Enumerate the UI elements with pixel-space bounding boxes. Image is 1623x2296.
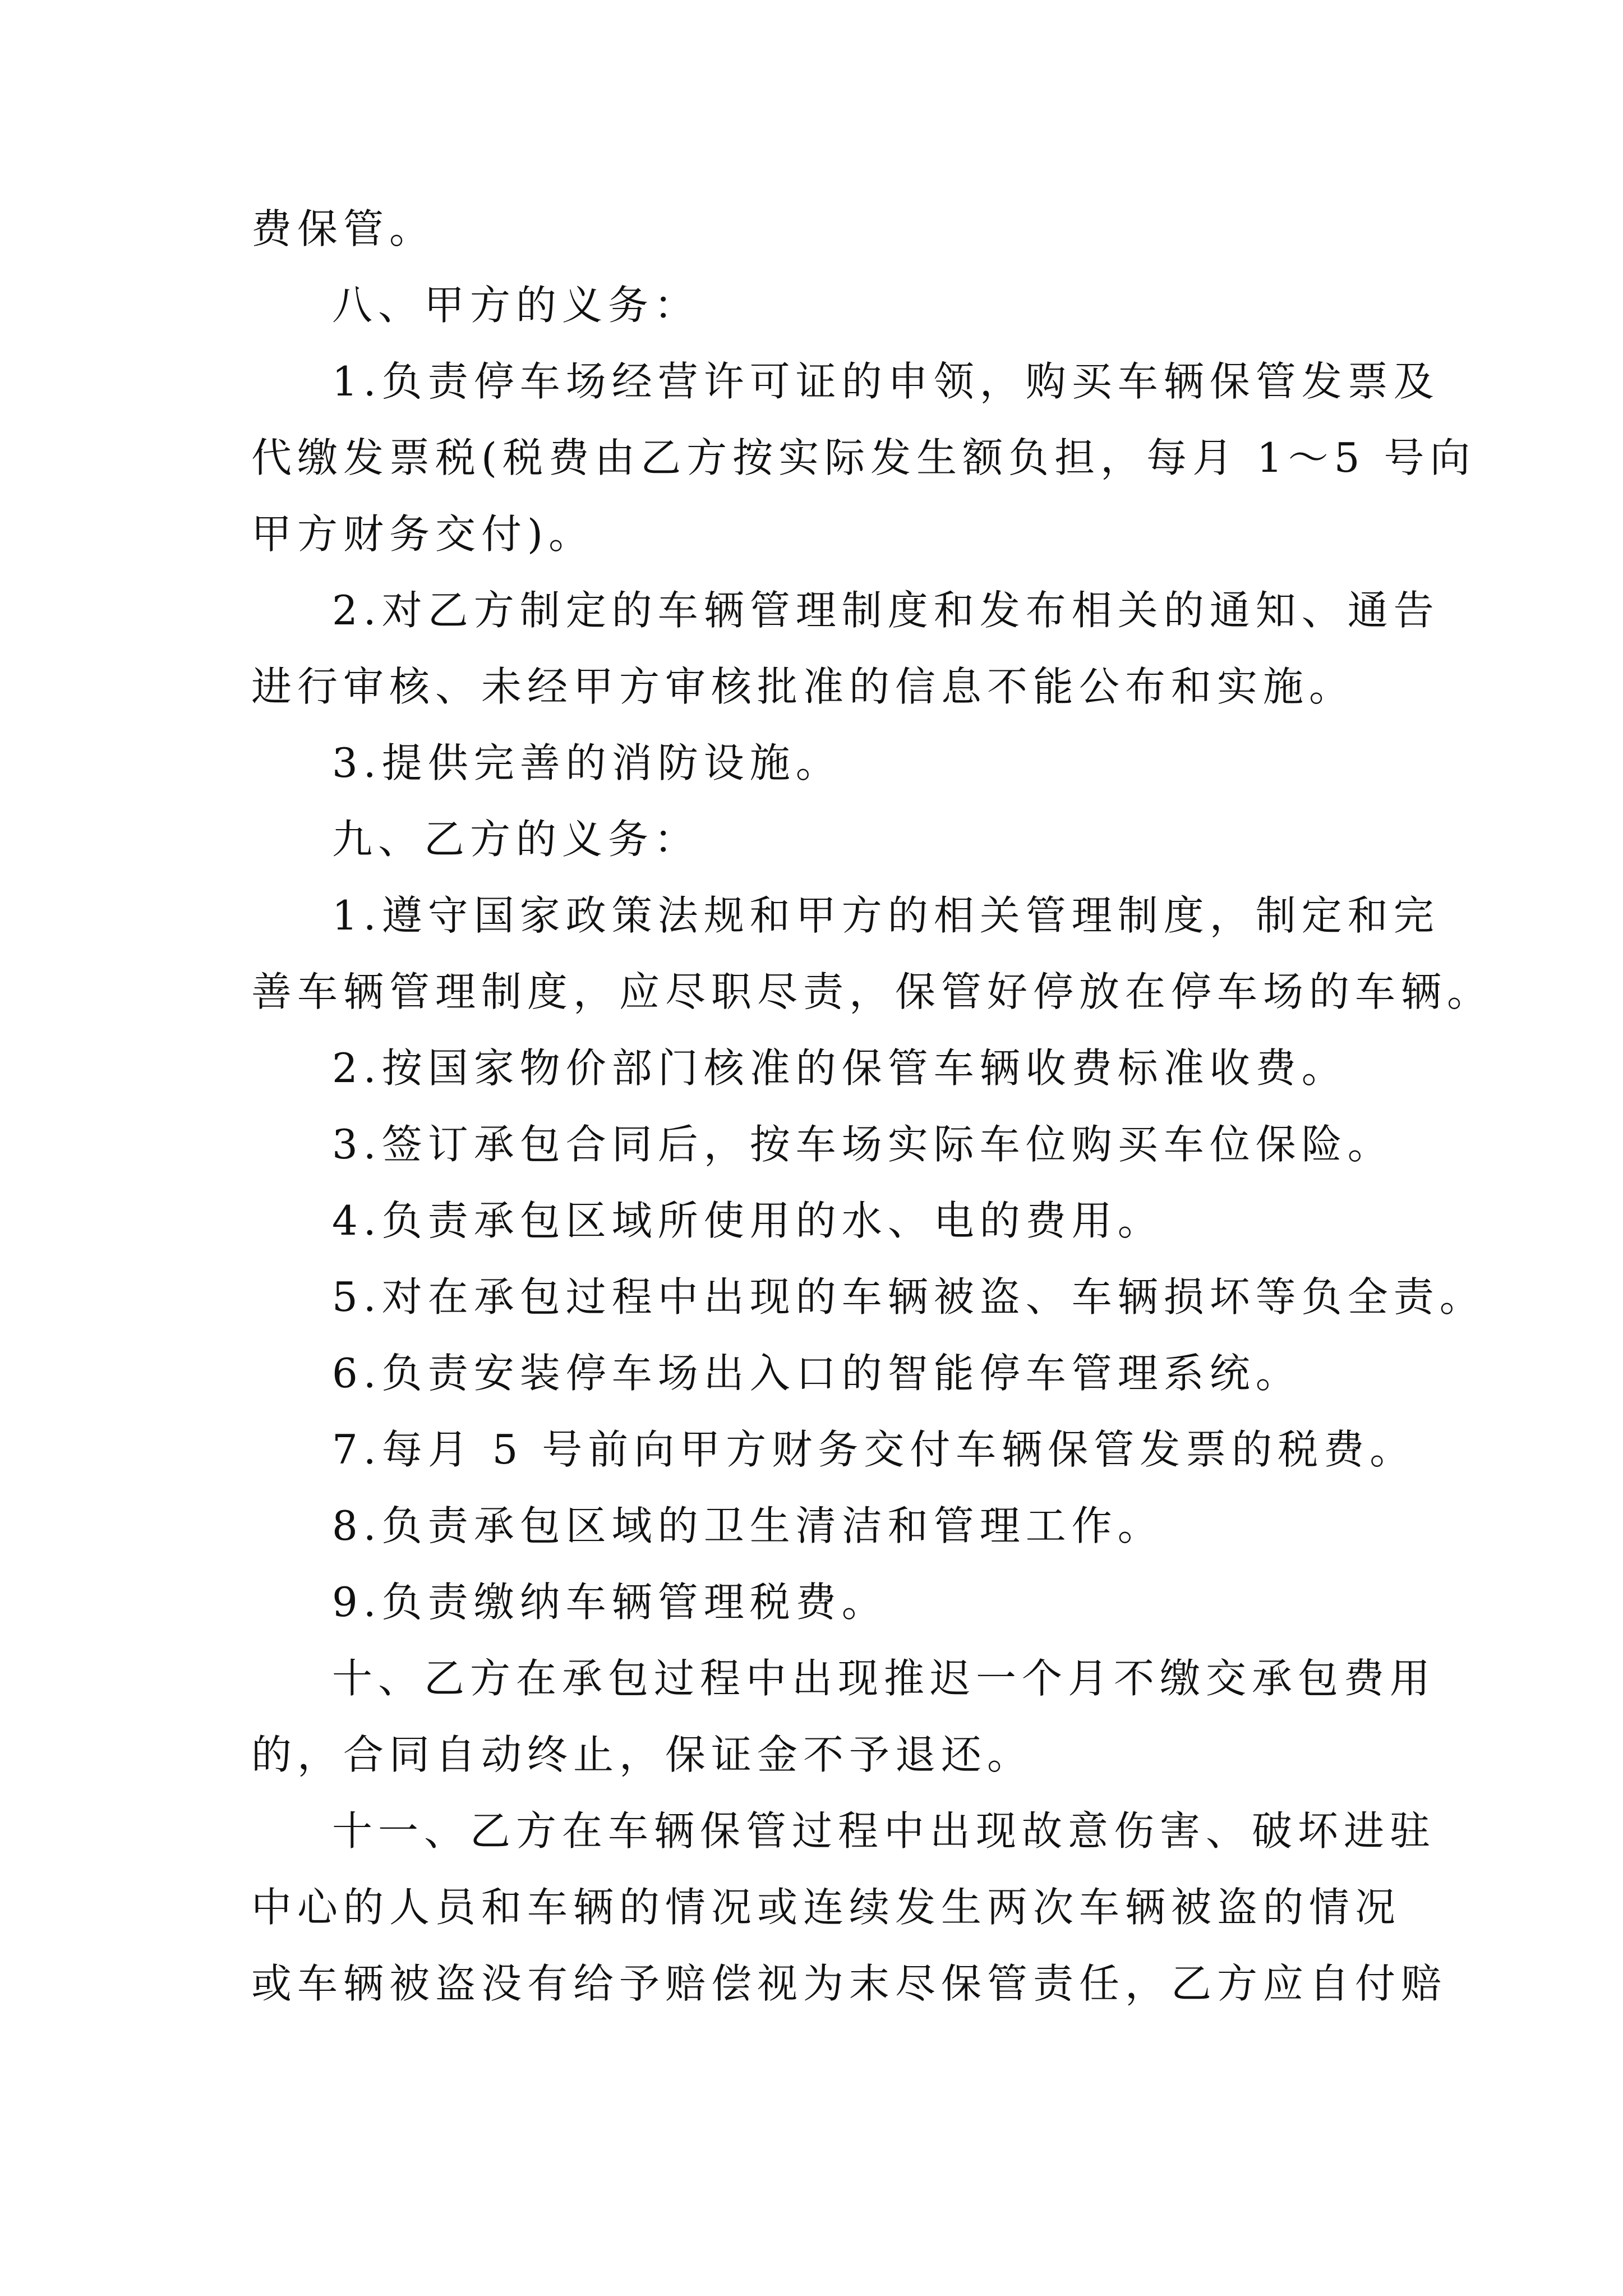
text-line: 2.按国家物价部门核准的保管车辆收费标准收费。 — [332, 1045, 1348, 1092]
text-line: 4.负责承包区域所使用的水、电的费用。 — [332, 1197, 1164, 1244]
section-heading: 九、乙方的义务： — [332, 816, 700, 863]
text-line: 代缴发票税(税费由乙方按实际发生额负担，每月 1～5 号向 — [251, 434, 1476, 481]
text-line: 的，合同自动终止，保证金不予退还。 — [251, 1731, 1034, 1778]
text-line: 6.负责安装停车场出入口的智能停车管理系统。 — [332, 1350, 1302, 1397]
section-heading: 八、甲方的义务： — [332, 282, 700, 329]
text-line: 甲方财务交付)。 — [251, 510, 595, 558]
text-line: 5.对在承包过程中出现的车辆被盗、车辆损坏等负全责。 — [332, 1273, 1486, 1320]
text-line: 8.负责承包区域的卫生清洁和管理工作。 — [332, 1502, 1164, 1549]
document-body — [251, 191, 1493, 2022]
section-paragraph: 十一、乙方在车辆保管过程中出现故意伤害、破坏进驻 — [332, 1807, 1436, 1855]
text-line: 或车辆被盗没有给予赔偿视为末尽保管责任，乙方应自付赔 — [251, 1960, 1447, 2007]
text-line: 1.遵守国家政策法规和甲方的相关管理制度，制定和完 — [332, 892, 1440, 939]
text-line: 费保管。 — [251, 205, 436, 252]
text-line: 1.负责停车场经营许可证的申领，购买车辆保管发票及 — [332, 358, 1440, 405]
text-line: 善车辆管理制度，应尽职尽责，保管好停放在停车场的车辆。 — [251, 968, 1493, 1015]
text-line: 中心的人员和车辆的情况或连续发生两次车辆被盗的情况 — [251, 1884, 1401, 1931]
text-line: 7.每月 5 号前向甲方财务交付车辆保管发票的税费。 — [332, 1426, 1416, 1473]
text-line: 进行审核、未经甲方审核批准的信息不能公布和实施。 — [251, 663, 1355, 710]
text-line: 2.对乙方制定的车辆管理制度和发布相关的通知、通告 — [332, 587, 1440, 634]
text-line: 9.负责缴纳车辆管理税费。 — [332, 1579, 888, 1626]
text-line: 3.签订承包合同后，按车场实际车位购买车位保险。 — [332, 1121, 1394, 1168]
text-line: 3.提供完善的消防设施。 — [332, 739, 842, 786]
section-paragraph: 十、乙方在承包过程中出现推迟一个月不缴交承包费用 — [332, 1655, 1436, 1702]
